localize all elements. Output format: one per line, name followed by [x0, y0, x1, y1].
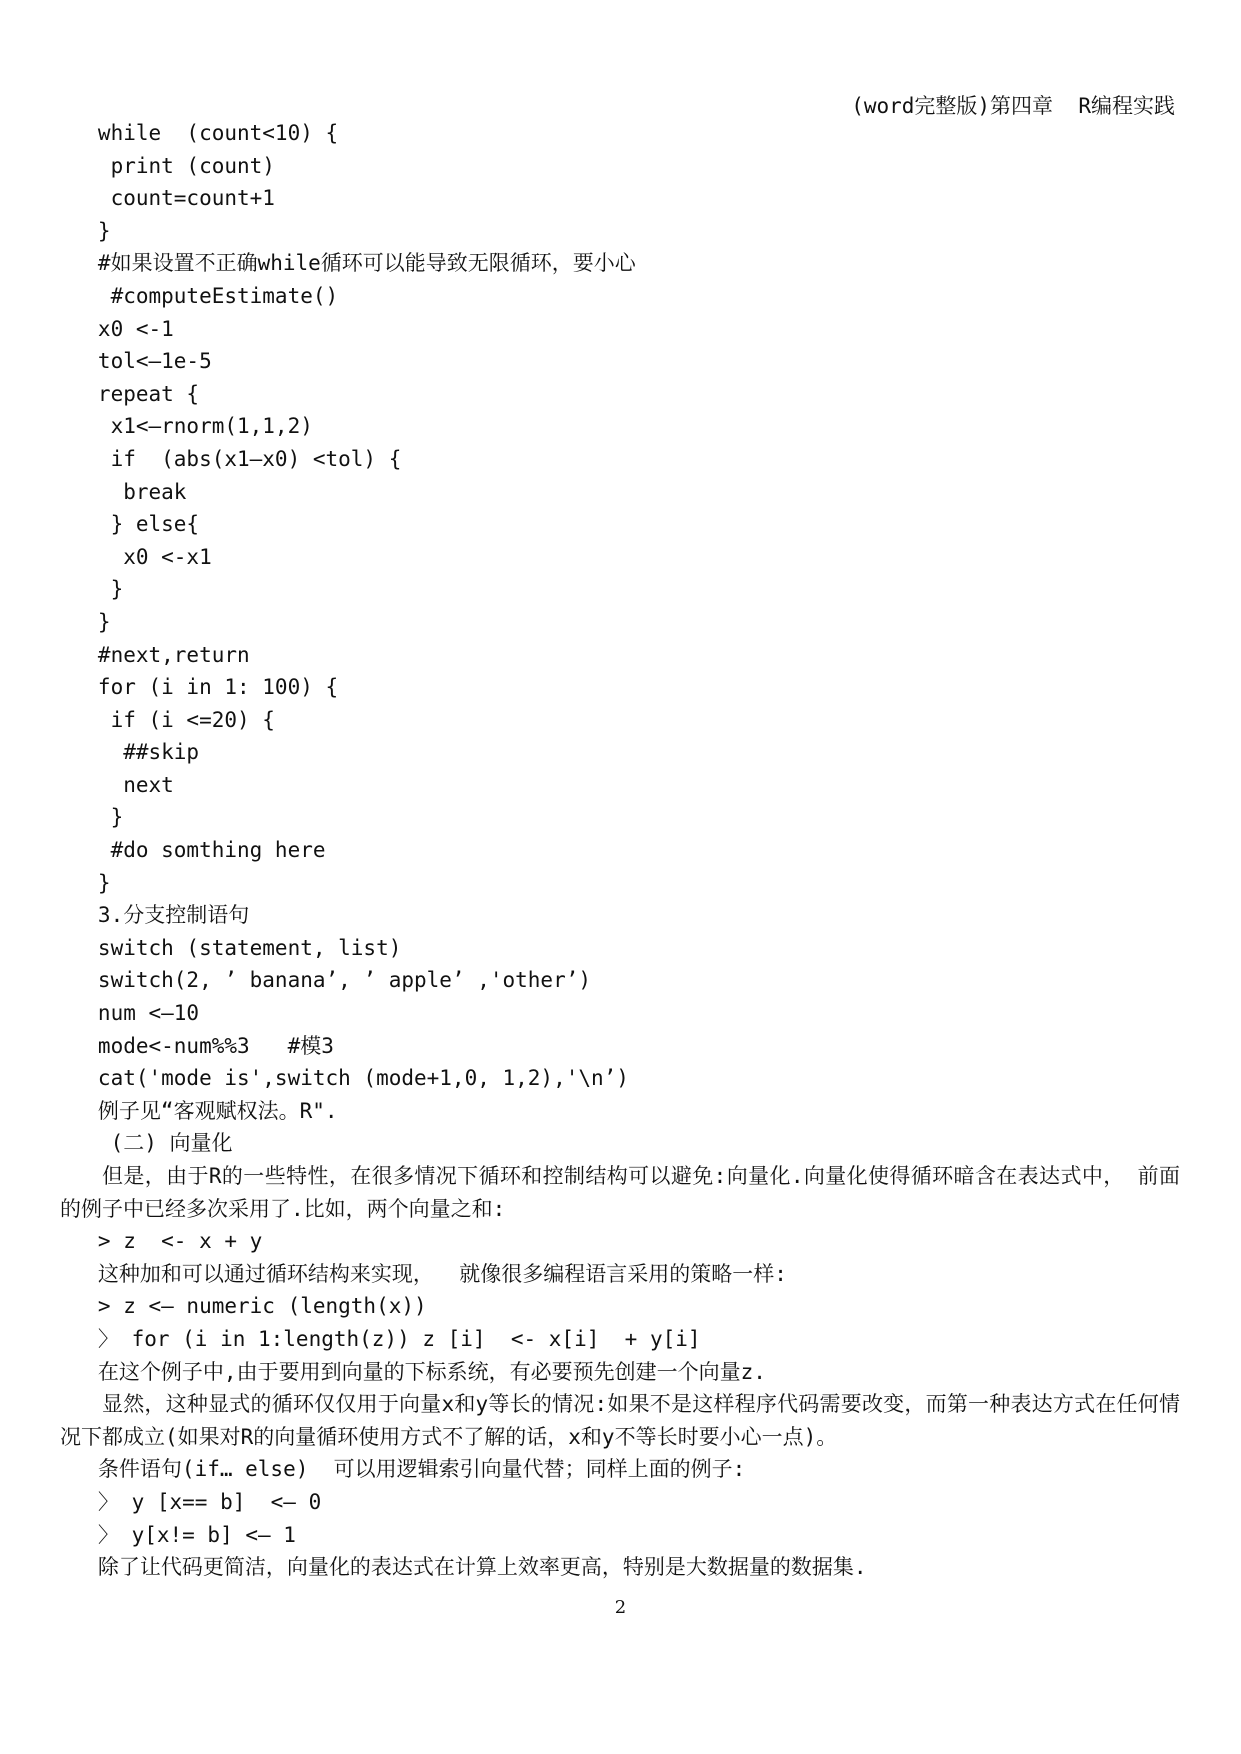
text-line: num <—10	[60, 1001, 200, 1026]
text-line: print (count)	[60, 153, 275, 178]
text-line: }	[60, 870, 111, 895]
page-header: (word完整版)第四章 R编程实践	[851, 94, 1175, 118]
text-line: > z <- x + y	[60, 1229, 263, 1254]
text-line: if (abs(x1—x0) <tol) {	[60, 446, 402, 471]
code-block-3	[60, 1453, 1180, 1583]
page-number: 2	[614, 1597, 627, 1618]
text-line: }	[60, 609, 111, 634]
text-line: switch (statement, list)	[60, 935, 402, 960]
text-line: x1<—rnorm(1,1,2)	[60, 414, 313, 439]
text-line: 3.分支控制语句	[60, 903, 250, 928]
text-line: (二) 向量化	[60, 1131, 233, 1156]
text-line: while (count<10) {	[60, 121, 339, 145]
text-line: }	[60, 218, 111, 243]
text-line: for (i in 1: 100) {	[60, 675, 339, 700]
text-line: cat('mode is',switch (mode+1,0, 1,2),'\n’)	[60, 1066, 629, 1091]
text-line: } else{	[60, 512, 200, 537]
text-line: #computeEstimate()	[60, 283, 339, 308]
paragraph-explicit-loop: 显然，这种显式的循环仅仅用于向量x和y等长的情况:如果不是这样程序代码需要改变，而第一种表达方式在任何情况下都成立(如果对R的向量循环使用方式不了解的话，x和y不等长时要小心一点)。	[60, 1392, 1180, 1449]
text-line: }	[60, 577, 124, 602]
text-line: 〉 y[x!= b] <— 1	[60, 1522, 296, 1547]
page-content	[60, 117, 1180, 1584]
text-line: > z <— numeric (length(x))	[60, 1294, 427, 1319]
text-line: #next,return	[60, 642, 250, 667]
text-line: 除了让代码更简洁，向量化的表达式在计算上效率更高，特别是大数据量的数据集.	[60, 1555, 867, 1580]
text-line: tol<—1e-5	[60, 349, 212, 374]
text-line: switch(2, ’ banana’, ’ apple’ ,'other’)	[60, 968, 592, 993]
text-line: repeat {	[60, 381, 200, 406]
text-line: 例子见“客观赋权法。R".	[60, 1098, 338, 1123]
text-line: count=count+1	[60, 186, 275, 211]
text-line: 〉 for (i in 1:length(z)) z [i] <- x[i] + y[i]	[60, 1326, 701, 1351]
code-block-1	[60, 117, 1180, 1160]
text-line: 这种加和可以通过循环结构来实现， 就像很多编程语言采用的策略一样:	[60, 1261, 787, 1286]
paragraph-vectorization-intro: 但是，由于R的一些特性，在很多情况下循环和控制结构可以避免:向量化.向量化使得循环暗含在表达式中， 前面的例子中已经多次采用了.比如，两个向量之和:	[60, 1164, 1180, 1221]
text-line: break	[60, 479, 187, 504]
text-line: mode<-num%%3 #模3	[60, 1033, 334, 1058]
text-line: 条件语句(if… else) 可以用逻辑索引向量代替；同样上面的例子:	[60, 1457, 746, 1482]
text-line: ##skip	[60, 740, 200, 765]
text-line: 在这个例子中,由于要用到向量的下标系统，有必要预先创建一个向量z.	[60, 1359, 766, 1384]
text-line: if (i <=20) {	[60, 707, 275, 732]
text-line: #do somthing here	[60, 838, 326, 863]
text-line: 〉 y [x== b] <— 0	[60, 1489, 322, 1514]
text-line: #如果设置不正确while循环可以能导致无限循环，要小心	[60, 251, 636, 276]
text-line: next	[60, 772, 174, 797]
code-block-2	[60, 1225, 1180, 1388]
text-line: }	[60, 805, 124, 830]
text-line: x0 <-1	[60, 316, 174, 341]
text-line: x0 <-x1	[60, 544, 212, 569]
